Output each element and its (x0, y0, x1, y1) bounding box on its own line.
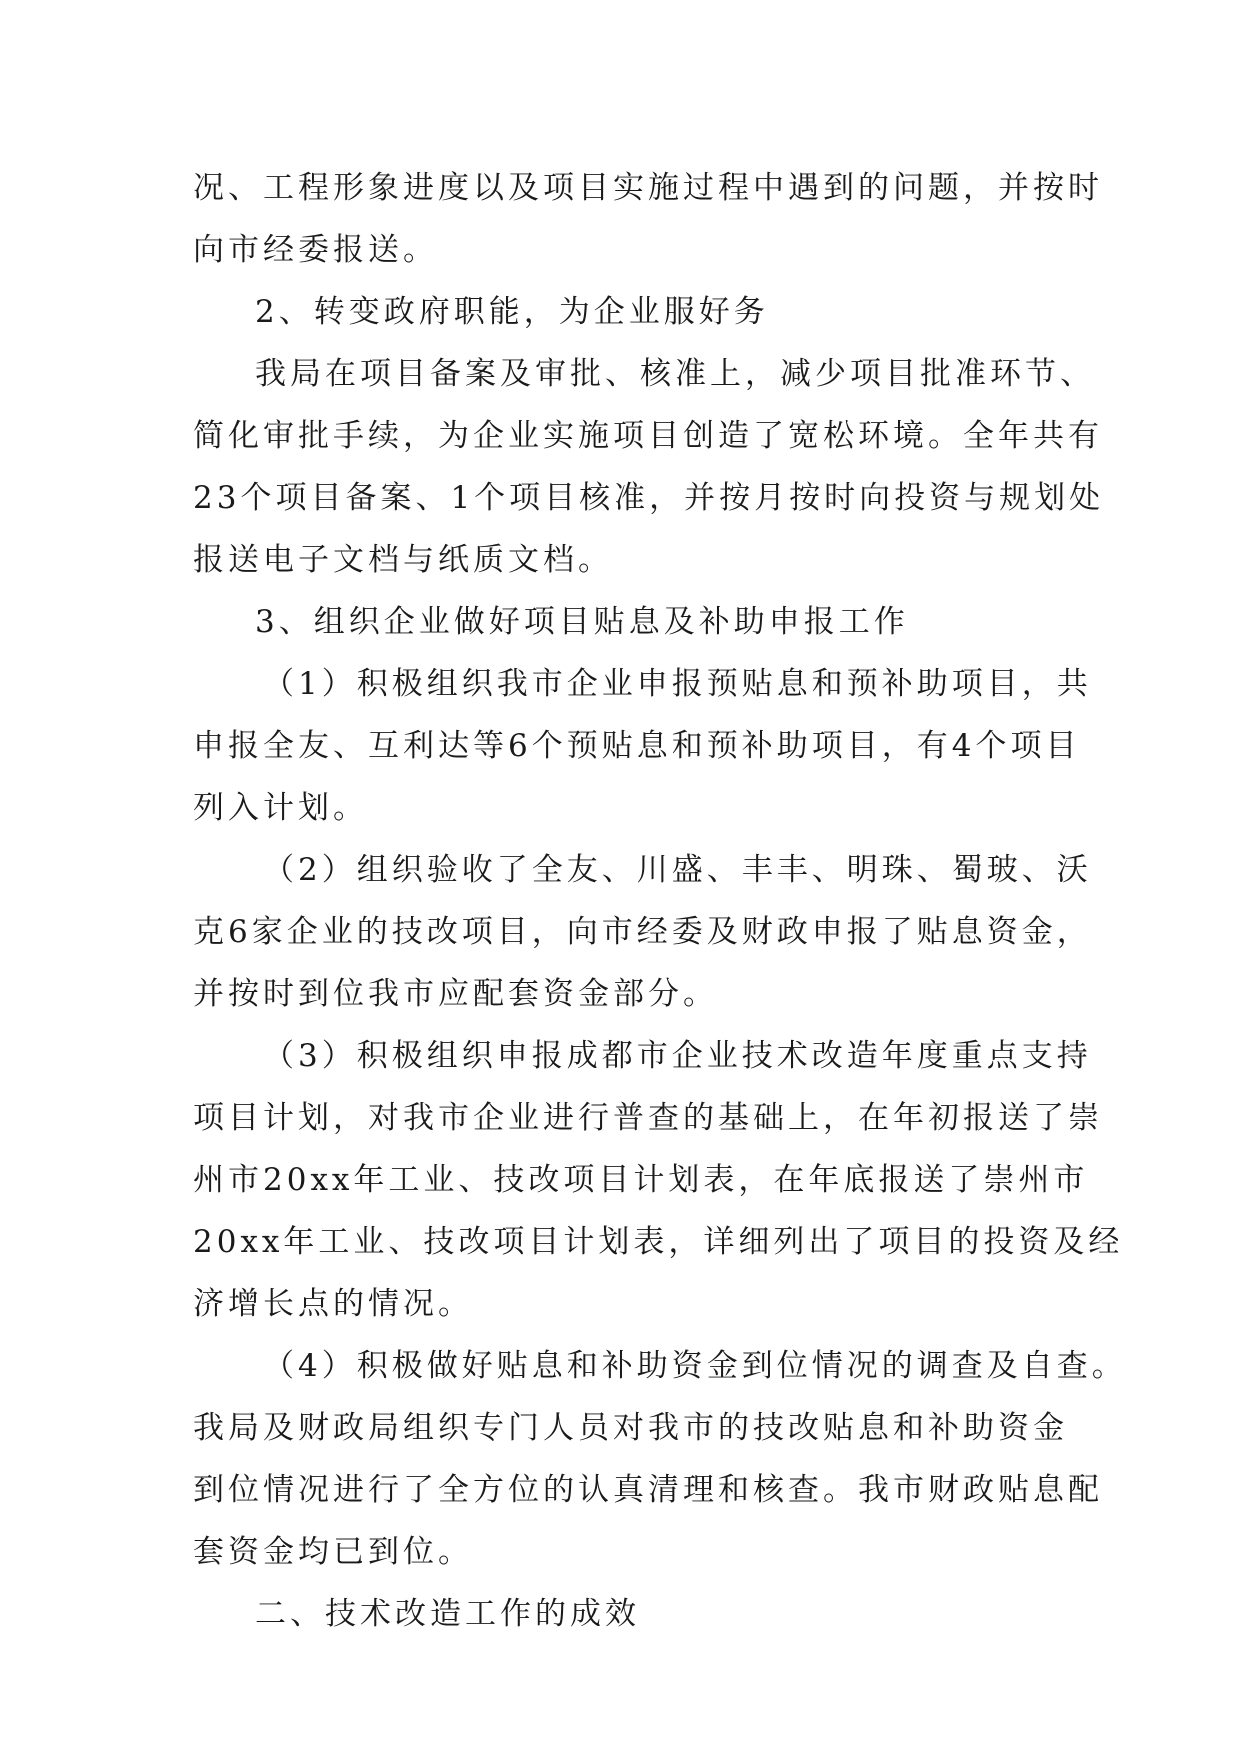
text-line: 套资金均已到位。 (193, 1534, 473, 1570)
text-line: 报送电子文档与纸质文档。 (193, 542, 613, 578)
text-line: 简化审批手续，为企业实施项目创造了宽松环境。全年共有 (193, 418, 1103, 454)
text-line: 济增长点的情况。 (193, 1286, 473, 1322)
text-line: 到位情况进行了全方位的认真清理和核查。我市财政贴息配 (193, 1472, 1103, 1508)
document-body (193, 157, 1127, 1645)
section-heading: 二、技术改造工作的成效 (255, 1596, 640, 1632)
section-heading: 3、组织企业做好项目贴息及补助申报工作 (255, 604, 909, 640)
text-line: 并按时到位我市应配套资金部分。 (193, 976, 718, 1012)
text-line: 20xx年工业、技改项目计划表，详细列出了项目的投资及经 (193, 1224, 1124, 1260)
text-line: 州市20xx年工业、技改项目计划表，在年底报送了崇州市 (193, 1162, 1089, 1198)
text-line: （4）积极做好贴息和补助资金到位情况的调查及自查。 (263, 1348, 1127, 1384)
text-line: 我局在项目备案及审批、核准上，减少项目批准环节、 (255, 356, 1095, 392)
text-line: 我局及财政局组织专门人员对我市的技改贴息和补助资金 (193, 1410, 1068, 1446)
text-line: 况、工程形象进度以及项目实施过程中遇到的问题，并按时 (193, 170, 1103, 206)
section-heading: 2、转变政府职能，为企业服好务 (255, 294, 769, 330)
text-line: （3）积极组织申报成都市企业技术改造年度重点支持 (263, 1038, 1092, 1074)
text-line: 项目计划，对我市企业进行普查的基础上，在年初报送了崇 (193, 1100, 1103, 1136)
text-line: 23个项目备案、1个项目核准，并按月按时向投资与规划处 (193, 480, 1105, 516)
text-line: 克6家企业的技改项目，向市经委及财政申报了贴息资金， (193, 914, 1092, 950)
text-line: 列入计划。 (193, 790, 368, 826)
text-line: 申报全友、互利达等6个预贴息和预补助项目，有4个项目 (193, 728, 1081, 764)
text-line: （1）积极组织我市企业申报预贴息和预补助项目，共 (263, 666, 1092, 702)
text-line: 向市经委报送。 (193, 232, 438, 268)
text-line: （2）组织验收了全友、川盛、丰丰、明珠、蜀玻、沃 (263, 852, 1092, 888)
